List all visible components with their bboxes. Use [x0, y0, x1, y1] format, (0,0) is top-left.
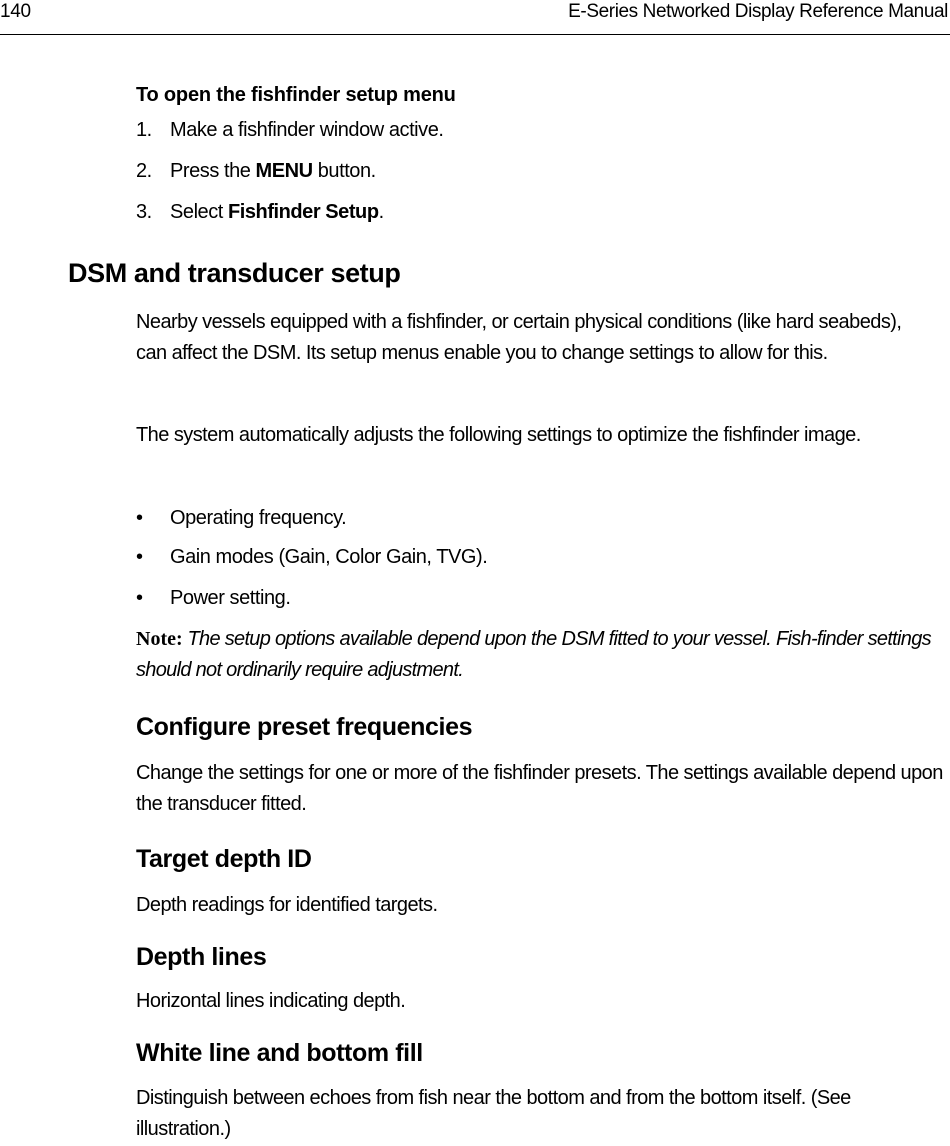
subsection-text: Distinguish between echoes from fish near the bottom and from the bottom itself. (See illustration.) — [136, 1087, 851, 1140]
dsm-paragraph-1: Nearby vessels equipped with a fishfinder, or certain physical conditions (like hard seabeds), can affect the DSM. Its setup menus enable you to change settings to allow for this. — [136, 311, 902, 364]
step-number: 1. — [136, 119, 152, 141]
step-2 — [136, 159, 896, 183]
bullet-item — [136, 506, 896, 530]
page-number: 140 — [0, 1, 31, 22]
step-text: Press the MENU button. — [170, 160, 376, 182]
bullet-icon: • — [136, 546, 143, 568]
note — [136, 624, 936, 686]
subsection-heading: Depth lines — [136, 943, 267, 971]
subsection-text: Horizontal lines indicating depth. — [136, 990, 406, 1012]
bullet-text: Operating frequency. — [170, 507, 347, 529]
subsection-text: Depth readings for identified targets. — [136, 894, 438, 916]
subsection-heading: Target depth ID — [136, 845, 312, 873]
bullet-item — [136, 586, 896, 610]
subsection-heading: White line and bottom fill — [136, 1039, 423, 1067]
step-1 — [136, 118, 896, 142]
bullet-icon: • — [136, 507, 143, 529]
note-text: The setup options available depend upon the DSM fitted to your vessel. Fish-finder settings should not ordinarily require adjustment. — [136, 628, 931, 681]
bullet-text: Gain modes (Gain, Color Gain, TVG). — [170, 546, 488, 568]
step-text: Make a fishfinder window active. — [170, 119, 444, 141]
fishfinder-setup-label: Fishfinder Setup — [228, 201, 379, 223]
step-number: 2. — [136, 160, 152, 182]
step-text: Select Fishfinder Setup. — [170, 201, 384, 223]
bullet-text: Power setting. — [170, 587, 291, 609]
running-title: E-Series Networked Display Reference Manual — [568, 1, 948, 22]
page-header — [0, 0, 950, 35]
dsm-paragraph-2: The system automatically adjusts the following settings to optimize the fishfinder image. — [136, 424, 861, 446]
bullet-item — [136, 545, 896, 569]
dsm-section-heading: DSM and transducer setup — [68, 258, 401, 288]
subsection-text: Change the settings for one or more of the fishfinder presets. The settings available depend upon the transducer fitted. — [136, 762, 943, 815]
step-3 — [136, 200, 896, 224]
bullet-icon: • — [136, 587, 143, 609]
note-label: Note: — [136, 628, 183, 650]
procedure-heading: To open the fishfinder setup menu — [136, 84, 456, 106]
menu-button-label: MENU — [255, 160, 313, 182]
subsection-heading: Configure preset frequencies — [136, 713, 473, 741]
step-number: 3. — [136, 201, 152, 223]
